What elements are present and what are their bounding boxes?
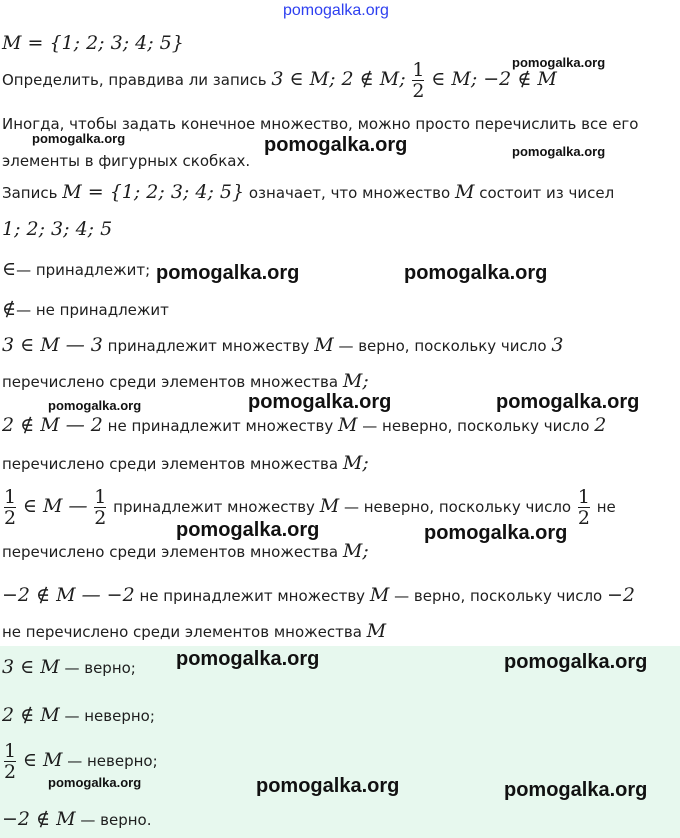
numbers-list: 1; 2; 3; 4; 5 [2,218,113,240]
case-3-fraction-a [4,487,16,528]
frac-numerator: 1 [4,486,17,508]
answer-4-expr: −2 ∉ M [2,808,76,830]
case-3-line-2 [2,540,369,562]
watermark: pomogalka.org [504,651,648,673]
task-expr-a: 3 ∈ M; 2 ∉ M; [271,68,406,90]
case-1-text-3: перечислено среди элементов множества [2,373,339,391]
case-2-text-3: перечислено среди элементов множества [2,455,339,473]
task-expr-b: ∈ M; −2 ∉ M [431,68,557,90]
frac-denominator: 2 [412,80,425,102]
case-2-M: M [338,414,358,436]
notin-text: — не принадлежит [16,301,169,319]
notin-definition [2,298,169,320]
record-set: M = {1; 2; 3; 4; 5} [62,181,245,203]
record-M: M [454,181,475,203]
in-definition [2,258,150,280]
answer-2-expr: 2 ∉ M [2,704,60,726]
answer-1-expr: 3 ∈ M [2,656,60,678]
case-3-text-1: принадлежит множеству [113,498,315,516]
case-4-expr: −2 ∉ M — −2 [2,584,135,606]
info-line-2: элементы в фигурных скобках. [2,152,251,170]
case-4-M: M [369,584,390,606]
case-4-text-2: — верно, поскольку число [394,587,603,605]
case-4-text-1: не принадлежит множеству [139,587,366,605]
case-4-text-3: не перечислено среди элементов множества [2,623,362,641]
record-text-1: означает, что множество [248,184,451,202]
case-4-num: −2 [607,584,636,606]
watermark: pomogalka.org [256,775,400,797]
info-line-1: Иногда, чтобы задать конечное множество, можно просто перечислить все его [2,115,639,133]
answer-1-text: — верно; [64,659,136,677]
case-2-line-2 [2,452,369,474]
case-3-text-2: — неверно, поскольку число [343,498,572,516]
case-2-line-1 [2,414,606,436]
watermark: pomogalka.org [264,134,408,156]
watermark: pomogalka.org [48,775,142,790]
case-3-fraction-c [578,487,590,528]
frac-denominator: 2 [577,507,590,529]
case-3-text-3: не [596,498,616,516]
watermark: pomogalka.org [156,262,300,284]
answer-3-text: — неверно; [67,752,158,770]
task-statement [2,60,557,101]
case-3-M: M [319,495,340,517]
watermark: pomogalka.org [504,779,648,801]
answer-4-text: — верно. [80,811,152,829]
set-definition-expr: M = {1; 2; 3; 4; 5} [2,32,184,54]
case-1-expr: 3 ∈ M — 3 [2,334,103,356]
in-text: — принадлежит; [16,261,151,279]
case-3-text-4: перечислено среди элементов множества [2,543,339,561]
case-3-expr: ∈ M — [22,495,88,517]
task-fraction [412,60,424,101]
frac-numerator: 1 [577,486,590,508]
answer-2 [2,704,155,726]
watermark: pomogalka.org [424,522,568,544]
frac-denominator: 2 [94,507,107,529]
case-2-text-1: не принадлежит множеству [107,417,334,435]
record-prefix: Запись [2,184,58,202]
record-line [2,181,614,203]
answer-2-text: — неверно; [64,707,155,725]
watermark: pomogalka.org [176,519,320,541]
watermark: pomogalka.org [404,262,548,284]
case-3-M2: M; [342,540,369,562]
watermark: pomogalka.org [32,131,126,146]
in-symbol: ∈ [2,258,17,280]
case-4-line-1 [2,584,635,606]
case-1-text-2: — верно, поскольку число [338,337,547,355]
watermark-top: pomogalka.org [283,2,389,19]
case-1-line-2 [2,370,369,392]
case-3-fraction-b [94,487,106,528]
frac-denominator: 2 [4,761,17,783]
case-1-M2: M; [342,370,369,392]
notin-symbol: ∉ [2,298,17,320]
frac-numerator: 1 [94,486,107,508]
case-1-text-1: принадлежит множеству [107,337,310,355]
case-2-M2: M; [342,452,369,474]
case-4-line-2 [2,620,386,642]
watermark: pomogalka.org [496,391,640,413]
answer-4 [2,808,152,830]
answer-3-expr: ∈ M [22,749,63,771]
frac-denominator: 2 [4,507,17,529]
answer-1 [2,656,136,678]
case-2-num: 2 [594,414,607,436]
record-text-2: состоит из чисел [479,184,615,202]
watermark: pomogalka.org [248,391,392,413]
watermark: pomogalka.org [176,648,320,670]
set-definition [2,32,184,54]
frac-numerator: 1 [4,740,17,762]
case-1-M: M [314,334,334,356]
answer-3-fraction [4,741,16,782]
watermark: pomogalka.org [512,144,606,159]
task-text: Определить, правдива ли запись [2,71,267,89]
watermark: pomogalka.org [512,55,606,70]
case-2-expr: 2 ∉ M — 2 [2,414,103,436]
frac-numerator: 1 [412,59,425,81]
case-2-text-2: — неверно, поскольку число [362,417,590,435]
case-4-M2: M [366,620,387,642]
case-1-num: 3 [551,334,564,356]
case-1-line-1 [2,334,563,356]
watermark: pomogalka.org [48,398,142,413]
